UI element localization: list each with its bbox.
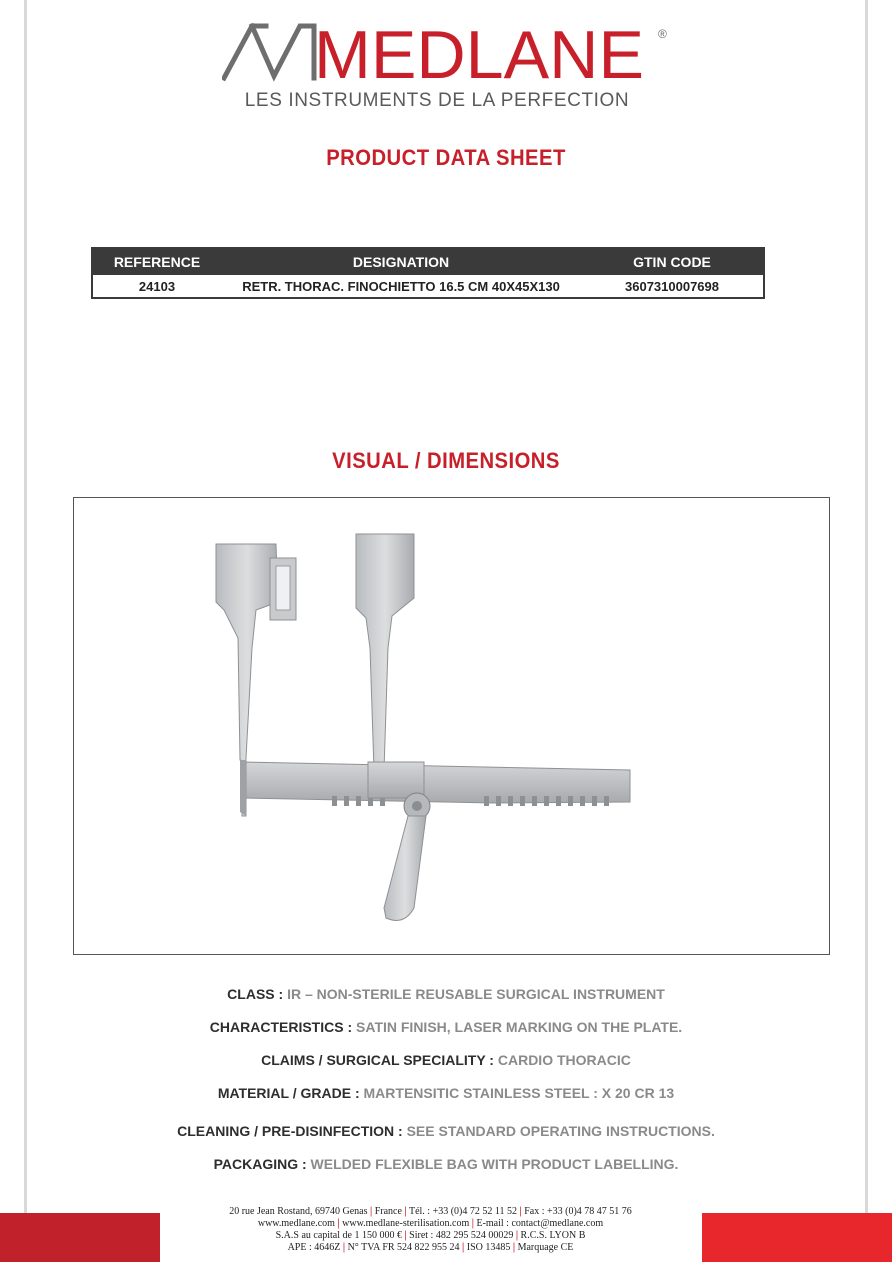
- spec-claims-value: CARDIO THORACIC: [497, 1052, 631, 1068]
- cell-reference: 24103: [138, 278, 176, 294]
- spec-characteristics: [0, 1019, 892, 1035]
- spec-class-value: IR – NON-STERILE REUSABLE SURGICAL INSTRUMENT: [287, 986, 665, 1002]
- spec-cleaning-label: CLEANING / PRE-DISINFECTION :: [177, 1123, 407, 1139]
- logo-wordmark: MEDLANE: [314, 22, 644, 86]
- footer-sterilisation-link[interactable]: www.medlane-sterilisation.com: [342, 1218, 470, 1229]
- footer-ape: APE : 4646Z: [287, 1242, 341, 1253]
- spec-material-value: MARTENSITIC STAINLESS STEEL : X 20 CR 13: [363, 1085, 675, 1101]
- footer-line-legal: S.A.S au capital de 1 150 000 € | Siret : 482 295 524 00029 | R.C.S. LYON B: [275, 1230, 586, 1241]
- retractor-illustration: [74, 498, 831, 956]
- visual-dimensions-title: VISUAL / DIMENSIONS: [332, 448, 560, 473]
- spec-cleaning: [0, 1123, 892, 1139]
- footer-vat: N° TVA FR 524 822 955 24: [347, 1242, 460, 1253]
- product-visual-frame: [73, 497, 830, 955]
- table-row: [92, 275, 764, 298]
- spec-packaging: [0, 1156, 892, 1172]
- footer-red-bar-right: [702, 1213, 892, 1262]
- footer-capital: S.A.S au capital de 1 150 000 €: [275, 1230, 402, 1241]
- footer-phone: Tél. : +33 (0)4 72 52 11 52: [408, 1206, 518, 1217]
- spec-material-label: MATERIAL / GRADE :: [217, 1085, 364, 1101]
- footer-line-registration: APE : 4646Z | N° TVA FR 524 822 955 24 | ISO 13485 | Marquage CE: [287, 1242, 574, 1253]
- spec-packaging-label: PACKAGING :: [213, 1156, 311, 1172]
- footer-iso: ISO 13485: [466, 1242, 511, 1253]
- spec-packaging-value: WELDED FLEXIBLE BAG WITH PRODUCT LABELLING.: [310, 1156, 679, 1172]
- spec-characteristics-value: SATIN FINISH, LASER MARKING ON THE PLATE.: [356, 1019, 683, 1035]
- footer-website-link[interactable]: www.medlane.com: [257, 1218, 335, 1229]
- footer-line-web: www.medlane.com | www.medlane-sterilisation.com | E-mail : contact@medlane.com: [257, 1218, 604, 1229]
- spec-class: [0, 986, 892, 1002]
- spec-cleaning-value: SEE STANDARD OPERATING INSTRUCTIONS.: [406, 1123, 715, 1139]
- footer-siret: Siret : 482 295 524 00029: [409, 1230, 514, 1241]
- header-designation: DESIGNATION: [221, 248, 581, 275]
- spec-characteristics-label: CHARACTERISTICS :: [209, 1019, 357, 1035]
- footer-line-address: 20 rue Jean Rostand, 69740 Genas | France | Tél. : +33 (0)4 72 52 11 52 | Fax : +33 (0)4 78 47 51 76: [229, 1206, 632, 1217]
- spec-claims-label: CLAIMS / SURGICAL SPECIALITY :: [261, 1052, 498, 1068]
- reference-table: [91, 247, 765, 299]
- cell-designation: RETR. THORAC. FINOCHIETTO 16.5 CM 40X45X130: [242, 278, 560, 294]
- footer-country: France: [374, 1206, 402, 1217]
- footer-rcs: R.C.S. LYON B: [520, 1230, 586, 1241]
- cell-gtin-code: 3607310007698: [625, 278, 719, 294]
- footer-fax: Fax : +33 (0)4 78 47 51 76: [524, 1206, 632, 1217]
- header-gtin-code: GTIN CODE: [581, 248, 764, 275]
- medlane-logo: [222, 22, 672, 86]
- spec-claims: [0, 1052, 892, 1068]
- footer-red-bar-left: [0, 1213, 160, 1262]
- product-data-sheet-title: PRODUCT DATA SHEET: [326, 145, 566, 170]
- spec-material: [0, 1085, 892, 1101]
- footer-ce-marking: Marquage CE: [517, 1242, 574, 1253]
- brand-tagline: LES INSTRUMENTS DE LA PERFECTION: [244, 90, 630, 111]
- registered-mark: ®: [658, 27, 667, 41]
- table-header-row: [92, 248, 764, 275]
- footer-email-link[interactable]: E-mail : contact@medlane.com: [476, 1218, 604, 1229]
- footer-address: 20 rue Jean Rostand, 69740 Genas: [229, 1206, 368, 1217]
- spec-class-label: CLASS :: [227, 986, 288, 1002]
- footer-contact: [160, 1206, 701, 1254]
- header-reference: REFERENCE: [92, 248, 221, 275]
